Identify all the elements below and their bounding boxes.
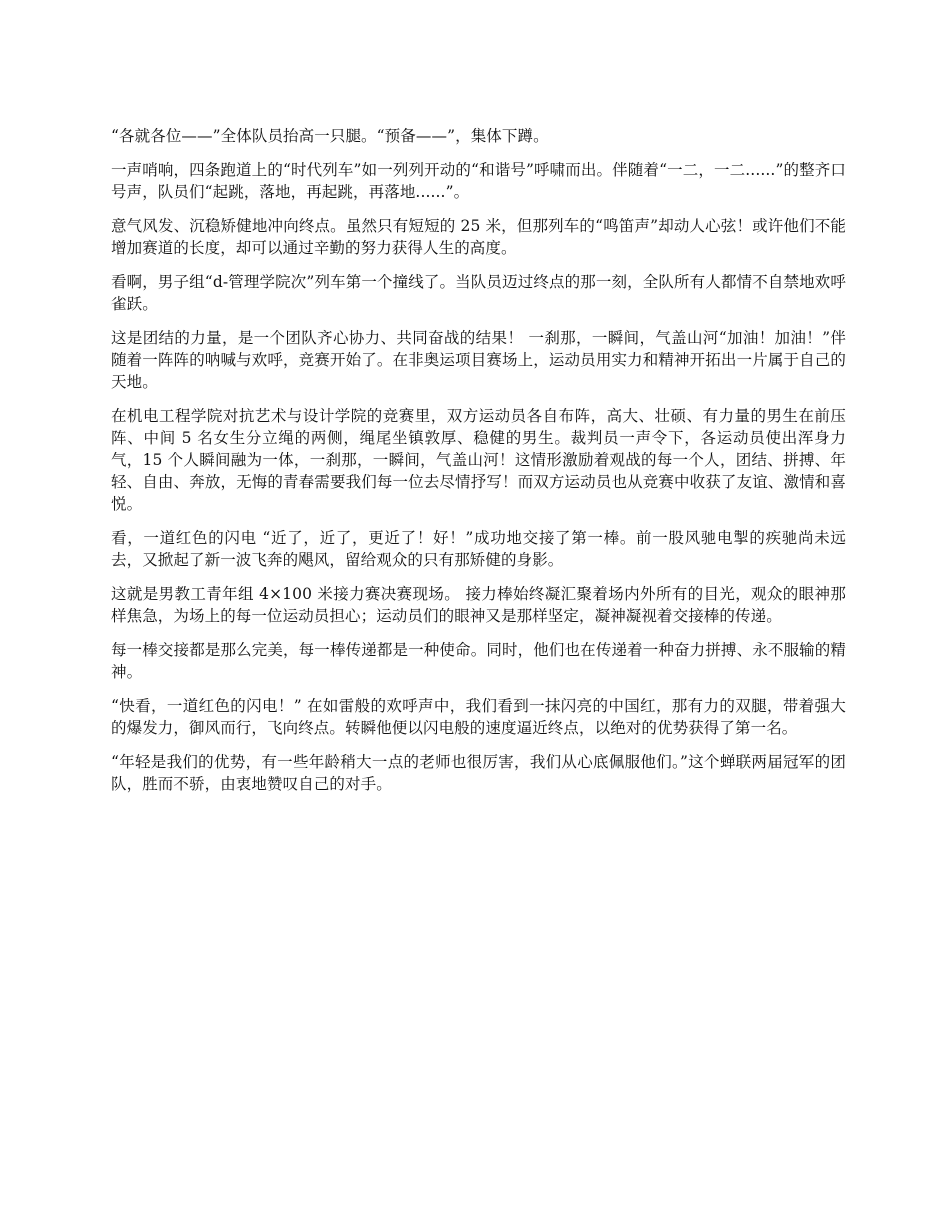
paragraph-4: 看啊，男子组“d-管理学院次”列车第一个撞线了。当队员迈过终点的那一刻，全队所有人都情不自禁地欢呼雀跃。 (111, 273, 846, 313)
paragraph-10: “快看，一道红色的闪电！” 在如雷般的欢呼声中，我们看到一抹闪亮的中国红，那有力的双腿，带着强大的爆发力，御风而行，飞向终点。转瞬他便以闪电般的速度逼近终点，以绝对的优势获得了第一名。 (111, 697, 846, 737)
paragraph-1: “各就各位——”全体队员抬高一只腿。“预备——”，集体下蹲。 (111, 127, 549, 145)
paragraph-7: 看，一道红色的闪电 “近了，近了，更近了！好！”成功地交接了第一棒。前一股风驰电掣的疾驰尚未远去，又掀起了新一波飞奔的飓风，留给观众的只有那矫健的身影。 (111, 529, 846, 569)
paragraph-8: 这就是男教工青年组 4×100 米接力赛决赛现场。 接力棒始终凝汇聚着场内外所有的目光，观众的眼神那样焦急，为场上的每一位运动员担心；运动员们的眼神又是那样坚定，凝神凝视着交接棒的传递。 (111, 585, 846, 625)
document-body (111, 125, 846, 807)
paragraph-11: “年轻是我们的优势，有一些年龄稍大一点的老师也很厉害，我们从心底佩服他们。”这个蝉联两届冠军的团队，胜而不骄，由衷地赞叹自己的对手。 (111, 753, 846, 793)
paragraph-2: 一声哨响，四条跑道上的“时代列车”如一列列开动的“和谐号”呼啸而出。伴随着“一二，一二......”的整齐口号声，队员们“起跳，落地，再起跳，再落地......”。 (111, 161, 846, 201)
paragraph-9: 每一棒交接都是那么完美，每一棒传递都是一种使命。同时，他们也在传递着一种奋力拼搏、永不服输的精神。 (111, 641, 846, 681)
paragraph-3: 意气风发、沉稳矫健地冲向终点。虽然只有短短的 25 米，但那列车的“鸣笛声”却动人心弦！或许他们不能增加赛道的长度，却可以通过辛勤的努力获得人生的高度。 (111, 217, 846, 257)
paragraph-6: 在机电工程学院对抗艺术与设计学院的竞赛里，双方运动员各自布阵，高大、壮硕、有力量的男生在前压阵、中间 5 名女生分立绳的两侧，绳尾坐镇敦厚、稳健的男生。裁判员一声令下，各运动员使出浑身力气，15 个人瞬间融为一体，一刹那，一瞬间，气盖山河！这情形激励着观战的每一个人，团结、拼搏、年轻、自由、奔放，无悔的青春需要我们每一位去尽情抒写！而双方运动员也从竞赛中收获了友谊、激情和喜悦。 (111, 407, 846, 513)
paragraph-5: 这是团结的力量，是一个团队齐心协力、共同奋战的结果！ 一刹那，一瞬间，气盖山河“加油！加油！”伴随着一阵阵的呐喊与欢呼，竞赛开始了。在非奥运项目赛场上，运动员用实力和精神开拓出一片属于自己的天地。 (111, 329, 846, 391)
